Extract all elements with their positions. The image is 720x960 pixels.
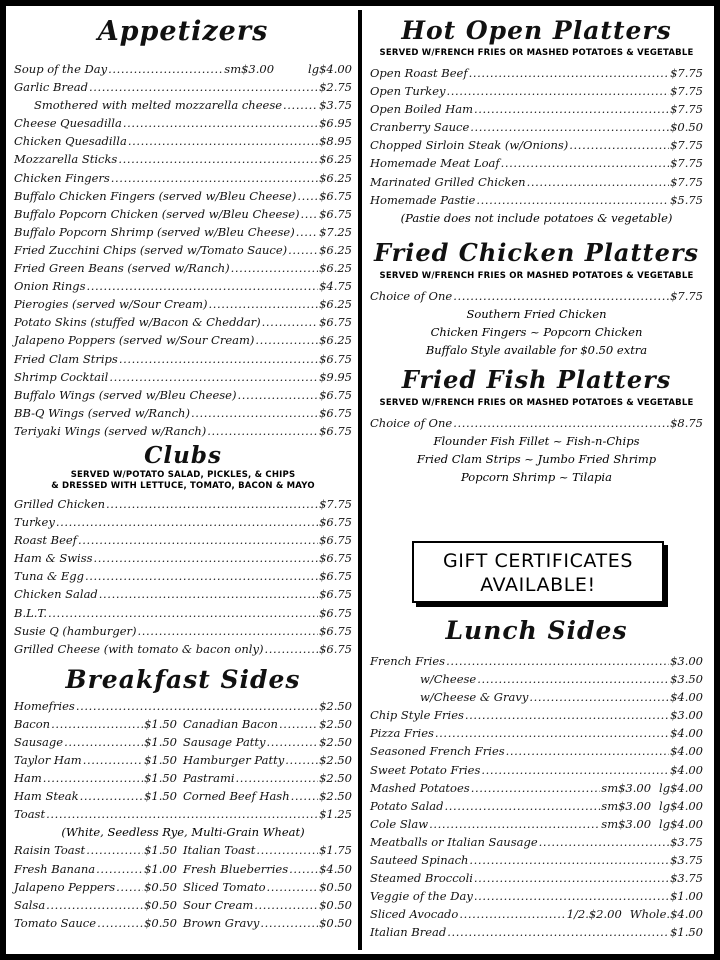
menu-item: Shrimp Cocktail ..... $9.95 xyxy=(14,368,352,386)
menu-item: Chicken Quesadilla ..... $8.95 xyxy=(14,132,352,150)
menu-item: Buffalo Wings (served w/Bleu Cheese) ..... $6.75 xyxy=(14,386,352,404)
menu-item: Soup of the Day ..... sm$3.00 lg$4.00 xyxy=(14,60,352,78)
hot-open-subtitle: SERVED W/FRENCH FRIES OR MASHED POTATOES & VEGETABLE xyxy=(379,48,694,58)
hot-open-platters-title: Hot Open Platters xyxy=(401,16,672,45)
menu-item: Smothered with melted mozzarella cheese ..... $3.75 xyxy=(14,96,352,114)
menu-item-pair: Ham Steak ..... $1.50 Corned Beef Hash ..... $2.50 xyxy=(14,787,352,805)
menu-item: Teriyaki Wings (served w/Ranch) ..... $6.75 xyxy=(14,422,352,440)
menu-item-pair: Bacon ..... $1.50 Canadian Bacon ..... $2.50 xyxy=(14,715,352,733)
menu-item: Homemade Pastie ..... $5.75 xyxy=(370,191,703,209)
gift-line-1: GIFT CERTIFICATES xyxy=(442,550,634,572)
menu-item: Fried Green Beans (served w/Ranch) ..... $6.25 xyxy=(14,259,352,277)
fried-fish-option: Flounder Fish Fillet ~ Fish-n-Chips xyxy=(433,433,640,448)
menu-item-pair: Taylor Ham ..... $1.50 Hamburger Patty ..... $2.50 xyxy=(14,751,352,769)
menu-item: Buffalo Popcorn Chicken (served w/Bleu Cheese) ..... $6.75 xyxy=(14,205,352,223)
menu-item: Cole Slaw ..... sm$3.00 lg$4.00 xyxy=(370,815,703,833)
menu-item-pair: Salsa ..... $0.50 Sour Cream ..... $0.50 xyxy=(14,896,352,914)
fried-chicken-platters-title: Fried Chicken Platters xyxy=(373,237,700,267)
menu-item: Sauteed Spinach ..... $3.75 xyxy=(370,851,703,869)
menu-item: Garlic Bread ..... $2.75 xyxy=(14,78,352,96)
menu-item: Homefries ..... $2.50 xyxy=(14,697,352,715)
menu-item: Grilled Cheese (with tomato & bacon only) ..... $6.75 xyxy=(14,640,352,658)
menu-item: Veggie of the Day ..... $1.00 xyxy=(370,887,703,905)
menu-item: French Fries ..... $3.00 xyxy=(370,652,703,670)
menu-item: Open Roast Beef ..... $7.75 xyxy=(370,64,703,82)
menu-item: Fried Clam Strips ..... $6.75 xyxy=(14,350,352,368)
menu-page xyxy=(6,6,714,954)
fried-chicken-subtitle: SERVED W/FRENCH FRIES OR MASHED POTATOES & VEGETABLE xyxy=(379,270,694,281)
menu-item: Meatballs or Italian Sausage ..... $3.75 xyxy=(370,833,703,851)
menu-item: w/Cheese & Gravy ..... $4.00 xyxy=(370,688,703,706)
menu-item: Fried Zucchini Chips (served w/Tomato Sauce) ..... $6.25 xyxy=(14,241,352,259)
menu-item: Open Boiled Ham ..... $7.75 xyxy=(370,100,703,118)
right-column xyxy=(370,6,703,940)
menu-item: Pierogies (served w/Sour Cream) ..... $6.25 xyxy=(14,295,352,313)
lunch-sides-list xyxy=(370,652,703,942)
fried-fish-subtitle: SERVED W/FRENCH FRIES OR MASHED POTATOES & VEGETABLE xyxy=(379,397,694,408)
toast-note: (White, Seedless Rye, Multi-Grain Wheat) xyxy=(61,825,305,840)
menu-item: Marinated Grilled Chicken ..... $7.75 xyxy=(370,173,703,191)
lunch-sides-section xyxy=(370,618,703,942)
fried-chicken-option: Buffalo Style available for $0.50 extra xyxy=(425,342,648,357)
menu-item: Choice of One ..... $8.75 xyxy=(370,414,703,432)
menu-item: Grilled Chicken ..... $7.75 xyxy=(14,495,352,513)
menu-item: Susie Q (hamburger) ..... $6.75 xyxy=(14,622,352,640)
clubs-subtitle: SERVED W/POTATO SALAD, PICKLES, & CHIPS xyxy=(70,469,296,480)
menu-item: Turkey ..... $6.75 xyxy=(14,513,352,531)
menu-item: w/Cheese ..... $3.50 xyxy=(370,670,703,688)
menu-item-pair: Sausage ..... $1.50 Sausage Patty ..... $2.50 xyxy=(14,733,352,751)
menu-item: Toast ..... $1.25 xyxy=(14,805,352,823)
menu-item: Choice of One ..... $7.75 xyxy=(370,287,703,305)
menu-item: BB-Q Wings (served w/Ranch) ..... $6.75 xyxy=(14,404,352,422)
fried-fish-platters-title: Fried Fish Platters xyxy=(401,364,672,394)
fried-chicken-option: Southern Fried Chicken xyxy=(466,306,607,321)
menu-item: Open Turkey ..... $7.75 xyxy=(370,82,703,100)
menu-item: Cranberry Sauce ..... $0.50 xyxy=(370,118,703,136)
menu-item: Seasoned French Fries ..... $4.00 xyxy=(370,742,703,760)
fried-fish-option: Popcorn Shrimp ~ Tilapia xyxy=(461,469,612,484)
menu-item: Jalapeno Poppers (served w/Sour Cream) ..... $6.25 xyxy=(14,331,352,349)
fried-fish-option: Fried Clam Strips ~ Jumbo Fried Shrimp xyxy=(416,451,657,466)
menu-item-pair: Jalapeno Peppers ..... $0.50 Sliced Tomato ..... $0.50 xyxy=(14,878,352,896)
menu-item: Potato Skins (stuffed w/Bacon & Cheddar) ..... $6.75 xyxy=(14,313,352,331)
menu-item-pair: Ham ..... $1.50 Pastrami ..... $2.50 xyxy=(14,769,352,787)
menu-item: Sliced Avocado ..... 1/2.$2.00 Whole.$4.00 xyxy=(370,905,703,923)
menu-item-pair: Fresh Banana ..... $1.00 Fresh Blueberries ..... $4.50 xyxy=(14,860,352,878)
appetizers-title: Appetizers xyxy=(97,16,269,47)
clubs-title: Clubs xyxy=(144,441,222,469)
menu-item: Potato Salad ..... sm$3.00 lg$4.00 xyxy=(370,797,703,815)
lunch-sides-title: Lunch Sides xyxy=(445,616,628,645)
menu-item-pair: Tomato Sauce ..... $0.50 Brown Gravy ..... $0.50 xyxy=(14,914,352,932)
menu-item: Chicken Fingers ..... $6.25 xyxy=(14,169,352,187)
menu-item: Ham & Swiss ..... $6.75 xyxy=(14,549,352,567)
menu-item: Homemade Meat Loaf ..... $7.75 xyxy=(370,154,703,172)
menu-item: Onion Rings ..... $4.75 xyxy=(14,277,352,295)
breakfast-sides-title: Breakfast Sides xyxy=(65,664,301,694)
menu-item: Buffalo Chicken Fingers (served w/Bleu Cheese) ..... $6.75 xyxy=(14,187,352,205)
menu-item: Italian Bread ..... $1.50 xyxy=(370,923,703,941)
menu-item: Tuna & Egg ..... $6.75 xyxy=(14,567,352,585)
hot-open-list xyxy=(370,64,703,227)
column-divider xyxy=(358,10,362,950)
clubs-subtitle-2: & DRESSED WITH LETTUCE, TOMATO, BACON & MAYO xyxy=(51,480,315,491)
menu-item: Roast Beef ..... $6.75 xyxy=(14,531,352,549)
appetizers-list xyxy=(14,60,352,440)
menu-item: Buffalo Popcorn Shrimp (served w/Bleu Cheese) ..... $7.25 xyxy=(14,223,352,241)
menu-item: Sweet Potato Fries ..... $4.00 xyxy=(370,761,703,779)
menu-item: Steamed Broccoli ..... $3.75 xyxy=(370,869,703,887)
breakfast-sides-list xyxy=(14,697,352,932)
menu-item: Mozzarella Sticks ..... $6.25 xyxy=(14,150,352,168)
pastie-note: (Pastie does not include potatoes & vegetable) xyxy=(400,210,673,225)
fried-chicken-option: Chicken Fingers ~ Popcorn Chicken xyxy=(430,324,643,339)
menu-item: Chip Style Fries ..... $3.00 xyxy=(370,706,703,724)
gift-certificates-box xyxy=(412,541,664,603)
menu-item: B.L.T. ..... $6.75 xyxy=(14,604,352,622)
left-column xyxy=(14,6,352,932)
menu-item: Cheese Quesadilla ..... $6.95 xyxy=(14,114,352,132)
menu-item: Chicken Salad ..... $6.75 xyxy=(14,585,352,603)
menu-item: Mashed Potatoes ..... sm$3.00 lg$4.00 xyxy=(370,779,703,797)
menu-item-pair: Raisin Toast ..... $1.50 Italian Toast ..... $1.75 xyxy=(14,841,352,859)
menu-item: Pizza Fries ..... $4.00 xyxy=(370,724,703,742)
clubs-list xyxy=(14,495,352,658)
menu-item: Chopped Sirloin Steak (w/Onions) ..... $7.75 xyxy=(370,136,703,154)
gift-line-2: AVAILABLE! xyxy=(480,574,596,596)
